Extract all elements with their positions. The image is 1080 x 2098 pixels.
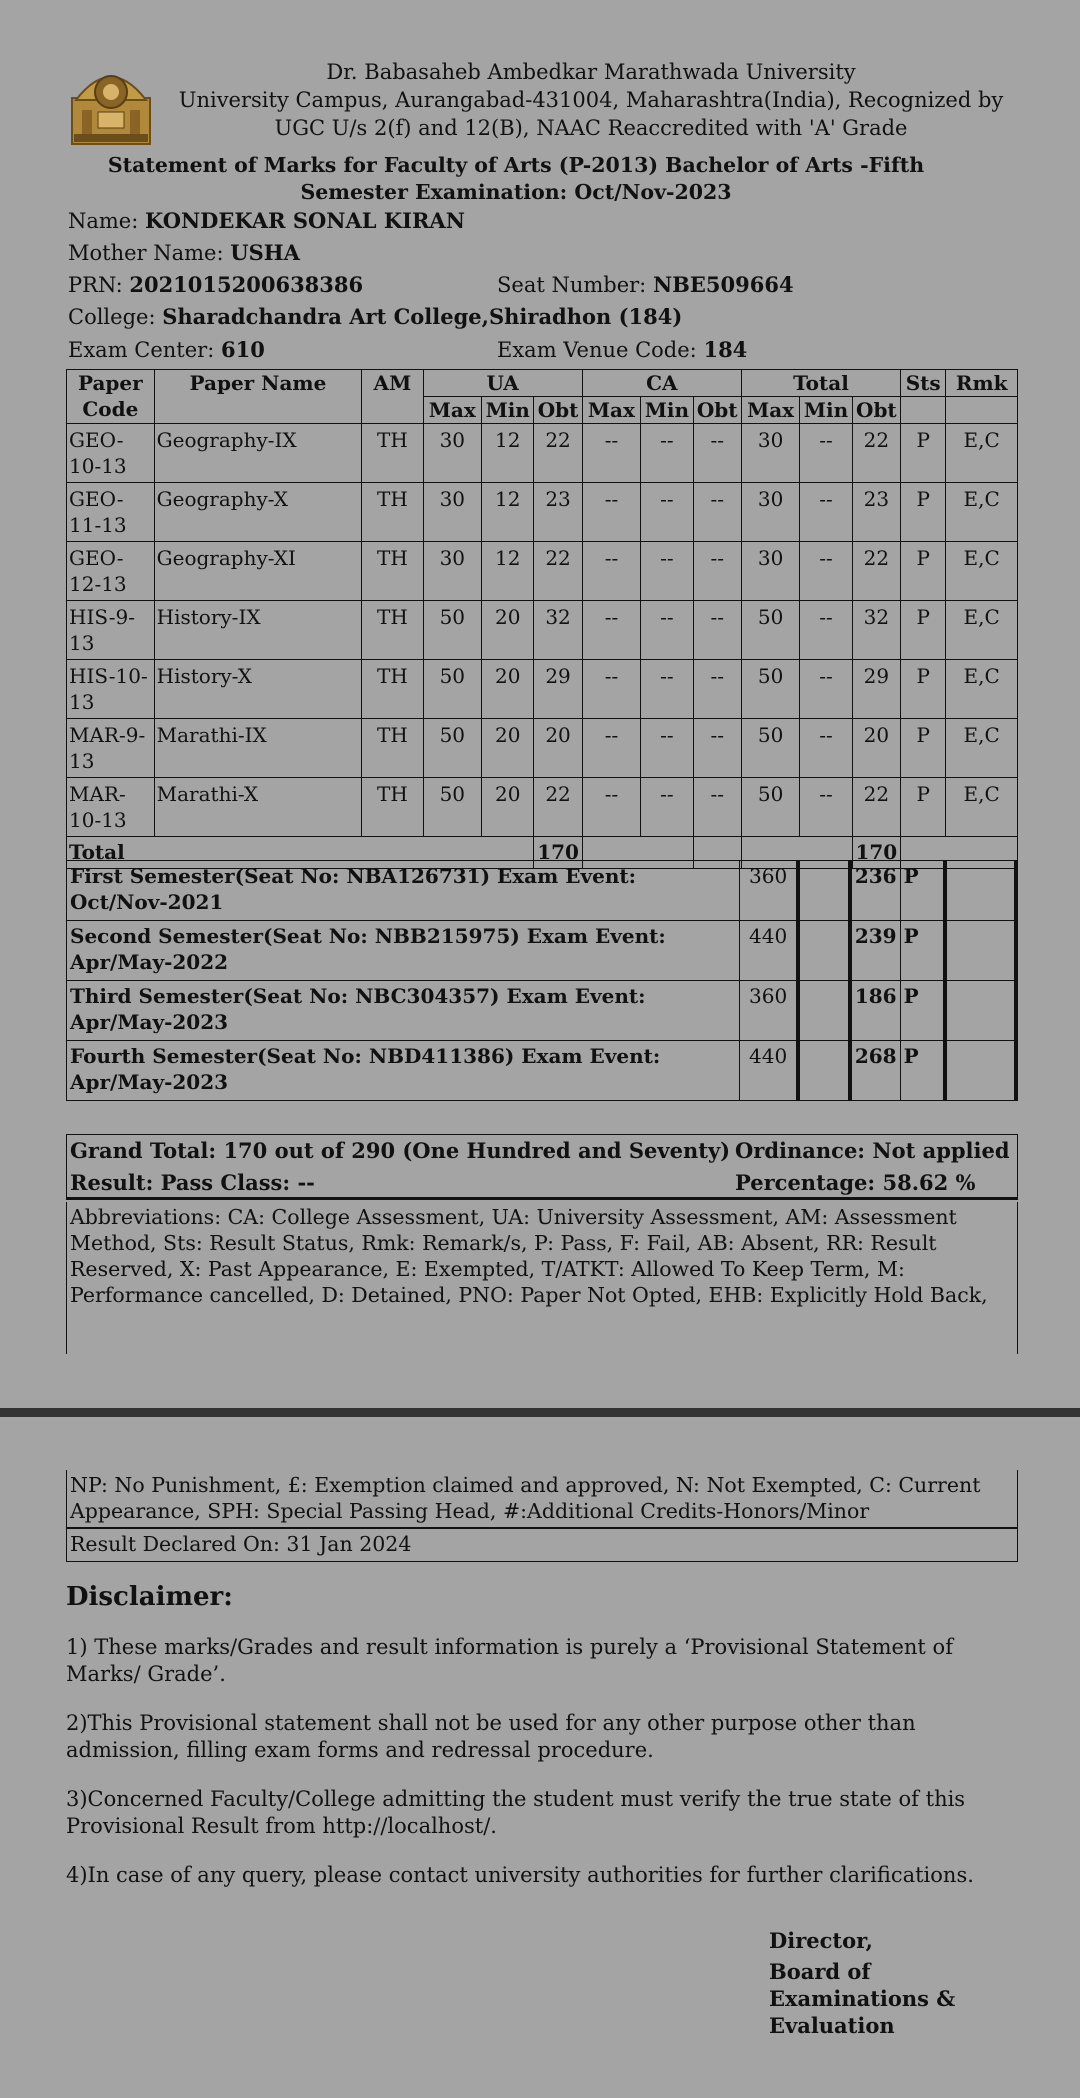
cell-code: HIS-10-13 bbox=[67, 660, 155, 719]
cell-t-max: 50 bbox=[741, 778, 799, 837]
cell-ca-max: -- bbox=[582, 483, 640, 542]
cell-am: TH bbox=[362, 601, 423, 660]
seat-label: Seat Number: bbox=[497, 273, 647, 297]
header-ua-obt: Obt bbox=[534, 397, 582, 424]
cell-ca-obt: -- bbox=[693, 719, 741, 778]
header-paper-code: Paper Code bbox=[67, 370, 155, 424]
cell-ca-max: -- bbox=[582, 542, 640, 601]
university-address-2: UGC U/s 2(f) and 12(B), NAAC Reaccredited with 'A' Grade bbox=[274, 116, 908, 140]
cell-sts: P bbox=[901, 719, 946, 778]
cell-t-min: -- bbox=[800, 719, 852, 778]
result-declared: Result Declared On: 31 Jan 2024 bbox=[66, 1528, 1018, 1562]
venue-row bbox=[497, 335, 747, 365]
cell-code: GEO-10-13 bbox=[67, 424, 155, 483]
header-ua: UA bbox=[423, 370, 582, 397]
cell-am: TH bbox=[362, 660, 423, 719]
venue-label: Exam Venue Code: bbox=[497, 338, 697, 362]
cell-ua-obt: 22 bbox=[534, 424, 582, 483]
cell-ca-min: -- bbox=[641, 601, 693, 660]
cell-t-min: -- bbox=[800, 483, 852, 542]
table-row bbox=[67, 424, 1018, 483]
header-ca-min: Min bbox=[641, 397, 693, 424]
cell-t-obt: 23 bbox=[852, 483, 900, 542]
header-am: AM bbox=[362, 370, 423, 424]
center-value: 610 bbox=[220, 337, 265, 362]
cell-ca-min: -- bbox=[641, 424, 693, 483]
semester-sts: P bbox=[900, 1041, 945, 1101]
cell-ca-max: -- bbox=[582, 601, 640, 660]
cell-ca-min: -- bbox=[641, 778, 693, 837]
cell-sts: P bbox=[901, 660, 946, 719]
disclaimer-item-2: 2)This Provisional statement shall not be used for any other purpose other than admission, filling exam forms and redressal procedure. bbox=[66, 1711, 916, 1762]
total-obt: 170 bbox=[852, 837, 900, 869]
cell-t-max: 30 bbox=[741, 542, 799, 601]
cell-name: Marathi-X bbox=[154, 778, 362, 837]
table-row bbox=[67, 660, 1018, 719]
mother-name: USHA bbox=[230, 240, 300, 265]
cell-code: MAR-9-13 bbox=[67, 719, 155, 778]
cell-ua-obt: 23 bbox=[534, 483, 582, 542]
college-label: College: bbox=[68, 305, 156, 329]
marksheet-page-2 bbox=[66, 1470, 1018, 2038]
cell-ua-min: 20 bbox=[482, 719, 534, 778]
disclaimer-item-1: 1) These marks/Grades and result information is purely a ‘Provisional Statement of Marks/ Grade’. bbox=[66, 1635, 953, 1686]
cell-ua-max: 30 bbox=[423, 483, 481, 542]
cell-t-min: -- bbox=[800, 424, 852, 483]
header-ca-max: Max bbox=[582, 397, 640, 424]
header-ca: CA bbox=[582, 370, 741, 397]
total-label: Total bbox=[67, 837, 534, 869]
signature-block bbox=[769, 1927, 989, 2039]
cell-ua-min: 12 bbox=[482, 483, 534, 542]
cell-t-min: -- bbox=[800, 542, 852, 601]
cell-ca-min: -- bbox=[641, 542, 693, 601]
university-seal-icon bbox=[68, 58, 154, 146]
cell-ua-max: 50 bbox=[423, 719, 481, 778]
header-paper-name: Paper Name bbox=[154, 370, 362, 424]
marks-table bbox=[66, 369, 1018, 869]
cell-am: TH bbox=[362, 424, 423, 483]
header-rmk-blank bbox=[946, 397, 1018, 424]
seat-row bbox=[497, 270, 794, 300]
cell-name: History-IX bbox=[154, 601, 362, 660]
statement-title bbox=[66, 152, 966, 206]
cell-ua-obt: 29 bbox=[534, 660, 582, 719]
cell-t-obt: 20 bbox=[852, 719, 900, 778]
cell-ua-obt: 20 bbox=[534, 719, 582, 778]
cell-rmk: E,C bbox=[946, 719, 1018, 778]
cell-t-obt: 22 bbox=[852, 778, 900, 837]
college-value: Sharadchandra Art College,Shiradhon (184) bbox=[162, 304, 683, 329]
semester-min-blank bbox=[798, 1041, 850, 1101]
cell-ua-min: 12 bbox=[482, 424, 534, 483]
cell-ua-max: 50 bbox=[423, 778, 481, 837]
university-header bbox=[166, 58, 1016, 142]
cell-ua-max: 30 bbox=[423, 542, 481, 601]
cell-name: Geography-XI bbox=[154, 542, 362, 601]
semester-obt: 268 bbox=[850, 1041, 900, 1101]
cell-am: TH bbox=[362, 778, 423, 837]
cell-ca-obt: -- bbox=[693, 424, 741, 483]
semester-rmk-blank bbox=[945, 1041, 1016, 1101]
prn-label: PRN: bbox=[68, 273, 123, 297]
semester-max: 440 bbox=[740, 921, 798, 981]
cell-t-max: 30 bbox=[741, 424, 799, 483]
cell-ua-obt: 22 bbox=[534, 778, 582, 837]
cell-am: TH bbox=[362, 542, 423, 601]
student-name: KONDEKAR SONAL KIRAN bbox=[145, 208, 465, 233]
statement-title-line-2: Semester Examination: Oct/Nov-2023 bbox=[300, 180, 732, 204]
cell-code: MAR-10-13 bbox=[67, 778, 155, 837]
cell-t-obt: 29 bbox=[852, 660, 900, 719]
disclaimer-item-4: 4)In case of any query, please contact university authorities for further clarifications. bbox=[66, 1863, 974, 1887]
semester-rmk-blank bbox=[945, 861, 1016, 921]
disclaimer-title: Disclaimer: bbox=[66, 1582, 233, 1612]
semester-obt: 239 bbox=[850, 921, 900, 981]
disclaimer-item-3: 3)Concerned Faculty/College admitting the student must verify the true state of this Provisional Result from http://localhost/. bbox=[66, 1787, 966, 1838]
cell-ca-max: -- bbox=[582, 719, 640, 778]
cell-t-obt: 22 bbox=[852, 542, 900, 601]
cell-ca-obt: -- bbox=[693, 601, 741, 660]
semester-label: Fourth Semester(Seat No: NBD411386) Exam Event: Apr/May-2023 bbox=[67, 1041, 740, 1101]
cell-ca-obt: -- bbox=[693, 660, 741, 719]
table-row bbox=[67, 778, 1018, 837]
cell-rmk: E,C bbox=[946, 778, 1018, 837]
seat-value: NBE509664 bbox=[652, 272, 794, 297]
percentage: Percentage: 58.62 % bbox=[735, 1170, 976, 1195]
header-rmk: Rmk bbox=[946, 370, 1018, 397]
cell-name: Geography-IX bbox=[154, 424, 362, 483]
university-address-1: University Campus, Aurangabad-431004, Maharashtra(India), Recognized by bbox=[178, 88, 1004, 112]
header-sts-blank bbox=[901, 397, 946, 424]
cell-ua-obt: 22 bbox=[534, 542, 582, 601]
statement-title-line-1: Statement of Marks for Faculty of Arts (P-2013) Bachelor of Arts -Fifth bbox=[107, 153, 925, 177]
cell-ua-obt: 32 bbox=[534, 601, 582, 660]
semester-min-blank bbox=[798, 981, 850, 1041]
cell-ua-max: 50 bbox=[423, 660, 481, 719]
name-label: Name: bbox=[68, 209, 139, 233]
cell-t-min: -- bbox=[800, 601, 852, 660]
semester-max: 360 bbox=[740, 981, 798, 1041]
cell-rmk: E,C bbox=[946, 660, 1018, 719]
grand-total: Grand Total: 170 out of 290 (One Hundred and Seventy) bbox=[70, 1138, 731, 1163]
cell-name: Geography-X bbox=[154, 483, 362, 542]
semester-row bbox=[67, 1041, 1017, 1101]
cell-ca-max: -- bbox=[582, 660, 640, 719]
semester-sts: P bbox=[900, 861, 945, 921]
abbreviations: Abbreviations: CA: College Assessment, UA: University Assessment, AM: Assessment Method, Sts: Result Status, Rmk: Remark/s, P: Pass, F: Fail, AB: Absent, RR: Result Reserved, X: Past Appearance, E: Exempted, T/ATKT: Allowed To Keep Term, M: Performance cancelled, D: Detained, PNO: Paper Not Opted, EHB: Explicitly Hold Back, bbox=[66, 1202, 1018, 1354]
cell-t-max: 50 bbox=[741, 660, 799, 719]
cell-rmk: E,C bbox=[946, 424, 1018, 483]
cell-sts: P bbox=[901, 601, 946, 660]
result-class: Result: Pass Class: -- bbox=[70, 1170, 315, 1195]
signature-line-1: Director, bbox=[769, 1928, 873, 1953]
venue-value: 184 bbox=[703, 337, 748, 362]
semester-min-blank bbox=[798, 921, 850, 981]
semester-sts: P bbox=[900, 981, 945, 1041]
header-sts: Sts bbox=[901, 370, 946, 397]
cell-sts: P bbox=[901, 483, 946, 542]
mother-label: Mother Name: bbox=[68, 241, 224, 265]
cell-ca-obt: -- bbox=[693, 483, 741, 542]
cell-t-obt: 22 bbox=[852, 424, 900, 483]
table-row bbox=[67, 542, 1018, 601]
semester-obt: 236 bbox=[850, 861, 900, 921]
table-row bbox=[67, 601, 1018, 660]
cell-name: Marathi-IX bbox=[154, 719, 362, 778]
cell-t-obt: 32 bbox=[852, 601, 900, 660]
cell-rmk: E,C bbox=[946, 601, 1018, 660]
cell-ua-min: 20 bbox=[482, 660, 534, 719]
center-label: Exam Center: bbox=[68, 338, 215, 362]
total-ua-obt: 170 bbox=[534, 837, 582, 869]
cell-ua-min: 12 bbox=[482, 542, 534, 601]
cell-ca-obt: -- bbox=[693, 542, 741, 601]
grand-total-box bbox=[66, 1134, 1018, 1200]
semester-rmk-blank bbox=[945, 981, 1016, 1041]
page-divider bbox=[0, 1408, 1080, 1417]
prn-value: 2021015200638386 bbox=[129, 272, 364, 297]
semester-row bbox=[67, 921, 1017, 981]
cell-sts: P bbox=[901, 424, 946, 483]
cell-rmk: E,C bbox=[946, 542, 1018, 601]
cell-ua-max: 30 bbox=[423, 424, 481, 483]
table-row bbox=[67, 719, 1018, 778]
header-total-max: Max bbox=[741, 397, 799, 424]
signature-line-2: Board of Examinations & Evaluation bbox=[769, 1959, 956, 2038]
cell-t-min: -- bbox=[800, 660, 852, 719]
cell-am: TH bbox=[362, 483, 423, 542]
table-row bbox=[67, 483, 1018, 542]
cell-name: History-X bbox=[154, 660, 362, 719]
semester-obt: 186 bbox=[850, 981, 900, 1041]
header-total-min: Min bbox=[800, 397, 852, 424]
college-row bbox=[68, 302, 682, 332]
semester-row bbox=[67, 861, 1017, 921]
prn-row bbox=[68, 270, 363, 300]
header-total-obt: Obt bbox=[852, 397, 900, 424]
cell-t-max: 30 bbox=[741, 483, 799, 542]
cell-sts: P bbox=[901, 542, 946, 601]
university-name: Dr. Babasaheb Ambedkar Marathwada University bbox=[326, 60, 856, 84]
cell-ca-max: -- bbox=[582, 778, 640, 837]
abbreviations-continued: NP: No Punishment, £: Exemption claimed and approved, N: Not Exempted, C: Current Appearance, SPH: Special Passing Head, #:Additional Credits-Honors/Minor bbox=[66, 1470, 1018, 1528]
cell-am: TH bbox=[362, 719, 423, 778]
semester-label: Third Semester(Seat No: NBC304357) Exam Event: Apr/May-2023 bbox=[67, 981, 740, 1041]
cell-ca-min: -- bbox=[641, 719, 693, 778]
ordinance: Ordinance: Not applied bbox=[735, 1138, 1010, 1163]
semester-summary-table bbox=[66, 860, 1018, 1101]
header-ca-obt: Obt bbox=[693, 397, 741, 424]
semester-max: 360 bbox=[740, 861, 798, 921]
cell-t-max: 50 bbox=[741, 601, 799, 660]
cell-ua-max: 50 bbox=[423, 601, 481, 660]
mother-name-row bbox=[68, 238, 300, 268]
cell-ca-max: -- bbox=[582, 424, 640, 483]
semester-rmk-blank bbox=[945, 921, 1016, 981]
cell-sts: P bbox=[901, 778, 946, 837]
header-total: Total bbox=[741, 370, 900, 397]
cell-code: HIS-9-13 bbox=[67, 601, 155, 660]
cell-ua-min: 20 bbox=[482, 601, 534, 660]
semester-sts: P bbox=[900, 921, 945, 981]
cell-code: GEO-11-13 bbox=[67, 483, 155, 542]
cell-code: GEO-12-13 bbox=[67, 542, 155, 601]
student-name-row bbox=[68, 206, 465, 236]
cell-rmk: E,C bbox=[946, 483, 1018, 542]
cell-ca-min: -- bbox=[641, 483, 693, 542]
cell-ca-min: -- bbox=[641, 660, 693, 719]
semester-label: Second Semester(Seat No: NBB215975) Exam Event: Apr/May-2022 bbox=[67, 921, 740, 981]
cell-t-max: 50 bbox=[741, 719, 799, 778]
semester-max: 440 bbox=[740, 1041, 798, 1101]
semester-label: First Semester(Seat No: NBA126731) Exam Event: Oct/Nov-2021 bbox=[67, 861, 740, 921]
header-ua-min: Min bbox=[482, 397, 534, 424]
exam-center-row bbox=[68, 335, 265, 365]
cell-ca-obt: -- bbox=[693, 778, 741, 837]
cell-ua-min: 20 bbox=[482, 778, 534, 837]
semester-row bbox=[67, 981, 1017, 1041]
semester-min-blank bbox=[798, 861, 850, 921]
header-ua-max: Max bbox=[423, 397, 481, 424]
cell-t-min: -- bbox=[800, 778, 852, 837]
